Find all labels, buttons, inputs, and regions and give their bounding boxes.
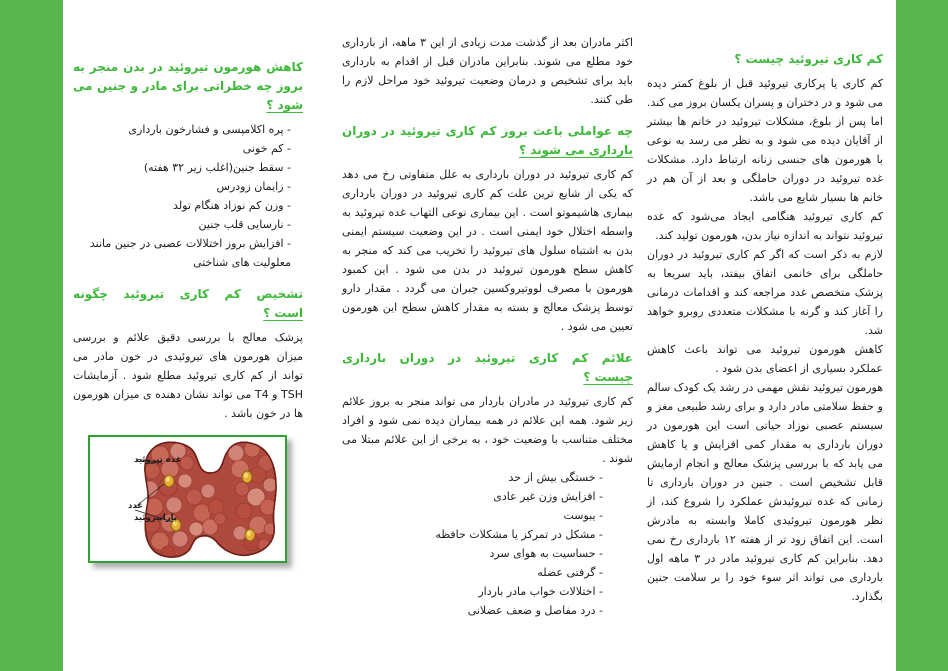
paragraph-symptoms-intro: کم کاری تیروئید در مادران باردار می تواند منجر به بروز علائم زیر شود. همه این علائم در همه بیماران دیده نمی شود و افراد مختلف متناسب با وضعیت خود ، به برخی از این علائم مبتلا می شوند . [342,395,633,465]
list-item-symptom: - خستگی بیش از حد [508,471,603,484]
paragraph-reduced-function: کاهش هورمون تیروئید می تواند باعث کاهش عملکرد بسیاری از اعضای بدن شود . [647,343,883,375]
heading-risks [73,58,303,115]
heading-line: است ؟ [263,306,303,320]
list-item-risk: - افزایش بروز اختلالات عصبی در جنین مانند معلولیت های شناختی [89,237,291,269]
paragraph-diagnosis: پزشک معالج با بررسی دقیق علائم و بررسی میزان هورمون های تیروئیدی در خون مادر می تواند از کم کاری تیروئید مطلع شود . آزمایشات TSH و T4 می تواند نشان دهنده ی میزان هورمون ها در خون باشد . [73,331,303,420]
paragraph-puberty: کم کاری یا پرکاری تیروئید قبل از بلوغ کمتر دیده می شود و در دختران و پسران یکسان بروز می کند. اما پس از بلوغ، مشکلات تیروئید در خانم ها بیشتر از آقایان دیده می شود و به نظر می رسد به نوعی با هورمون های جنسی زنانه ارتباط دارد. مشکلات غده تیروئید در دوران حاملگی و بعد از آن هم در خانم ها بسیار شایع می باشد. [647,77,883,204]
heading-line: علائم کم کاری تیروئید در دوران بارداری [342,351,633,365]
thyroid-figure [88,435,287,563]
right-green-bar [896,0,948,671]
heading-symptoms [342,349,633,387]
symptoms-list [342,468,633,620]
list-item-risk: - سقط جنین(اغلب زیر ۳۲ هفته) [143,161,291,174]
column-what-is [647,50,883,606]
list-item-risk: - زایمان زودرس [216,180,291,193]
list-item-symptom: - گرفتی عضله [537,566,603,579]
paragraph-intro: اکثر مادران بعد از گذشت مدت زیادی از این ۳ ماهه، از بارداری خود مطلع می شوند. بنابراین مادران قبل از اقدام به بارداری باید برای تشخیص و درمان وضعیت تیروئید خود مراحل لازم را طی کنند. [342,36,633,106]
paragraph-causes: کم کاری تیروئید در دوران بارداری به علل متفاوتی رخ می دهد که یکی از شایع ترین علت کم کاری تیروئید در دوران بارداری بیماری هاشیموتو است . این بیماری نوعی التهاب غده تیروئید به واسطه اختلال خود ایمنی است . در این وضعیت سیستم ایمنی بدن به اشتباه سلول های تیروئید را تخریب می کند که منجر به کاهش سطح هورمون تیروئید در بدن می شود . این کمبود هورمون با مصرف لووتیروکسین جبران می گردد . مقدار دارو توسط پزشک معالج و بسته به مقدار کاهش سطح این هورمون تعیین می شود . [342,168,633,333]
list-item-symptom: - افزایش وزن غیر عادی [493,490,603,503]
heading-line: کم کاری تیروئید چیست ؟ [734,52,883,66]
list-item-symptom: - مشکل در تمرکز یا مشکلات حافظه [435,528,603,541]
column-causes-symptoms [342,33,633,620]
heading-line: بارداری می شوند ؟ [519,143,633,157]
heading-line: چیست ؟ [583,370,633,384]
left-green-bar [0,0,63,671]
list-item-symptom: - حساسیت به هوای سرد [489,547,603,560]
parathyroid-label-line1: غدد [128,501,144,511]
parathyroid-label-line2: پاراتیروئید [134,513,177,523]
thyroid-illustration [90,437,285,561]
list-item-symptom: - یبوست [563,509,603,522]
heading-what-is-hypothyroidism [647,50,883,69]
heading-line: تشخیص کم کاری تیروئید چگونه [73,287,303,301]
list-item-risk: - وزن کم نوزاد هنگام تولد [173,199,291,212]
column-risks-diagnosis [73,58,303,563]
heading-line: شود ؟ [266,98,303,112]
heading-line: چه عواملی باعث بروز کم کاری تیروئید در دوران [342,124,633,138]
list-item-symptom: - درد مفاصل و ضعف عضلانی [467,604,603,617]
heading-causes [342,122,633,160]
list-item-risk: - کم خونی [242,142,291,155]
heading-diagnosis [73,285,303,323]
heading-line: بروز چه خطراتی برای مادر و جنین می [73,79,303,93]
list-item-symptom: - اختلالات خواب مادر باردار [478,585,603,598]
heading-line: کاهش هورمون تیروئید در بدن منجر به [73,60,303,74]
list-item-risk: - نارسایی قلب جنین [198,218,291,231]
thyroid-gland-label: غده تیروئید [134,455,182,465]
risks-list [73,120,303,272]
paragraph-definition: کم کاری تیروئید هنگامی ایجاد می‌شود که غده تیروئید نتواند به اندازه نیاز بدن، هورمون تولید کند. [647,210,883,242]
paragraph-fetus-dependency: هورمون تیروئید نقش مهمی در رشد یک کودک سالم و حفظ سلامتی مادر دارد و برای رشد طبیعی مغز و سیستم عصبی نوزاد حیاتی است این هورمون در دوران بارداری به مقدار کمی افزایش و یا کاهش می یابد که با بررسی پزشک معالج و انجام ازمایش قابل تشخیص است . جنین در دوران بارداری تا زمانی که غده تیروئیدش عملکرد را شروع کند، از نظر هورمون تیروئیدی کاملا وابسته به مادرش است. این اتفاق زود تر از هفته ۱۲ بارداری رخ نمی دهد. بنابراین کم کاری تیروئید مادر در ۳ ماهه اول بارداری می تواند اثر سوء خود را بر سلامت جنین بگذارد. [647,381,884,603]
paragraph-specialist-note: لازم به ذکر است که اگر کم کاری تیروئید در دوران حاملگی برای خانمی اتفاق بیفتد، باید سریعا به پزشک متخصص غدد مراجعه کند و اقدامات درمانی را آغاز کند و گرنه با مشکلات متعددی روبرو خواهد شد. [647,248,883,337]
list-item-risk: - پره اکلامپسی و فشارخون بارداری [128,123,291,136]
